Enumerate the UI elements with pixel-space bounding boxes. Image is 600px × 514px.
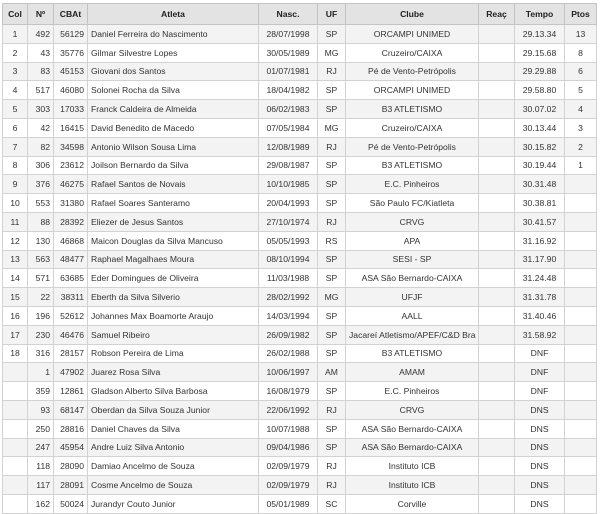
cell-ptos [565,344,597,363]
cell-reac [479,212,515,231]
results-table [2,3,597,514]
cell-nasc: 09/04/1986 [259,438,318,457]
cell-cbat: 45954 [54,438,88,457]
cell-tempo: 30.31.48 [515,175,565,194]
cell-ptos: 5 [565,81,597,100]
cell-bib: 22 [28,288,54,307]
cell-ptos [565,212,597,231]
cell-cbat: 63685 [54,269,88,288]
cell-atleta: Daniel Chaves da Silva [88,419,259,438]
cell-ptos [565,382,597,401]
cell-atleta: Giovani dos Santos [88,62,259,81]
cell-atleta: Cosme Ancelmo de Souza [88,476,259,495]
cell-bib: 82 [28,137,54,156]
cell-nasc: 27/10/1974 [259,212,318,231]
cell-bib: 230 [28,325,54,344]
cell-uf: SP [318,269,346,288]
cell-tempo: 30.19.44 [515,156,565,175]
cell-bib: 250 [28,419,54,438]
cell-clube: ASA São Bernardo-CAIXA [346,419,479,438]
cell-nasc: 02/09/1979 [259,457,318,476]
cell-clube: São Paulo FC/Kiatleta [346,194,479,213]
cell-cbat: 17033 [54,100,88,119]
cell-uf: AM [318,363,346,382]
cell-bib: 117 [28,476,54,495]
cell-ptos [565,231,597,250]
cell-nasc: 20/04/1993 [259,194,318,213]
cell-clube: CRVG [346,400,479,419]
cell-ptos [565,363,597,382]
cell-reac [479,344,515,363]
cell-nasc: 28/07/1998 [259,25,318,44]
table-row [3,419,597,438]
cell-ptos [565,400,597,419]
cell-ptos: 4 [565,100,597,119]
cell-clube: ORCAMPI UNIMED [346,25,479,44]
cell-ptos [565,457,597,476]
cell-clube: APA [346,231,479,250]
cell-nasc: 07/05/1984 [259,118,318,137]
cell-tempo: 31.58.92 [515,325,565,344]
table-row [3,344,597,363]
table-row [3,382,597,401]
results-body [3,25,597,514]
table-row [3,212,597,231]
cell-cbat: 28090 [54,457,88,476]
cell-tempo: DNS [515,419,565,438]
cell-bib: 492 [28,25,54,44]
cell-reac [479,43,515,62]
cell-col [3,419,28,438]
cell-cbat: 28816 [54,419,88,438]
table-row [3,269,597,288]
cell-bib: 93 [28,400,54,419]
cell-reac [479,382,515,401]
cell-reac [479,81,515,100]
cell-nasc: 10/10/1985 [259,175,318,194]
cell-nasc: 08/10/1994 [259,250,318,269]
cell-ptos [565,250,597,269]
cell-col: 8 [3,156,28,175]
cell-ptos [565,325,597,344]
cell-uf: RS [318,231,346,250]
cell-cbat: 12861 [54,382,88,401]
cell-cbat: 31380 [54,194,88,213]
cell-tempo: 31.16.92 [515,231,565,250]
cell-col [3,363,28,382]
cell-ptos: 8 [565,43,597,62]
cell-tempo: DNS [515,400,565,419]
cell-reac [479,25,515,44]
cell-nasc: 26/09/1982 [259,325,318,344]
cell-tempo: 30.15.82 [515,137,565,156]
cell-tempo: DNF [515,344,565,363]
table-row [3,325,597,344]
header-nasc: Nasc. [259,4,318,25]
cell-nasc: 11/03/1988 [259,269,318,288]
cell-uf: RJ [318,137,346,156]
cell-nasc: 10/06/1997 [259,363,318,382]
cell-bib: 517 [28,81,54,100]
cell-ptos [565,494,597,513]
cell-tempo: DNF [515,363,565,382]
cell-cbat: 46476 [54,325,88,344]
cell-cbat: 45153 [54,62,88,81]
cell-reac [479,118,515,137]
cell-col: 7 [3,137,28,156]
header-row [3,4,597,25]
cell-clube: Pé de Vento-Petrópolis [346,137,479,156]
table-row [3,400,597,419]
cell-col: 12 [3,231,28,250]
cell-ptos [565,194,597,213]
cell-col: 16 [3,306,28,325]
cell-nasc: 30/05/1989 [259,43,318,62]
cell-atleta: Eder Domingues de Oliveira [88,269,259,288]
cell-bib: 196 [28,306,54,325]
cell-clube: B3 ATLETISMO [346,100,479,119]
cell-uf: MG [318,118,346,137]
cell-uf: SP [318,194,346,213]
cell-atleta: Eberth da Silva Silverio [88,288,259,307]
header-tempo: Tempo [515,4,565,25]
cell-cbat: 28157 [54,344,88,363]
cell-tempo: 30.38.81 [515,194,565,213]
cell-bib: 162 [28,494,54,513]
cell-col [3,457,28,476]
cell-tempo: 29.13.34 [515,25,565,44]
cell-col: 10 [3,194,28,213]
cell-cbat: 48477 [54,250,88,269]
cell-atleta: Johannes Max Boamorte Araujo [88,306,259,325]
table-row [3,494,597,513]
cell-clube: B3 ATLETISMO [346,156,479,175]
cell-col: 13 [3,250,28,269]
cell-clube: AALL [346,306,479,325]
cell-tempo: 29.29.88 [515,62,565,81]
cell-reac [479,250,515,269]
cell-uf: RJ [318,457,346,476]
cell-tempo: 30.41.57 [515,212,565,231]
cell-bib: 130 [28,231,54,250]
cell-clube: AMAM [346,363,479,382]
cell-reac [479,62,515,81]
cell-atleta: Juarez Rosa Silva [88,363,259,382]
cell-bib: 303 [28,100,54,119]
cell-col: 18 [3,344,28,363]
table-row [3,156,597,175]
table-row [3,476,597,495]
cell-reac [479,269,515,288]
cell-col: 17 [3,325,28,344]
cell-cbat: 47902 [54,363,88,382]
cell-clube: Instituto ICB [346,457,479,476]
cell-clube: CRVG [346,212,479,231]
header-atleta: Atleta [88,4,259,25]
cell-clube: Cruzeiro/CAIXA [346,118,479,137]
cell-atleta: Jurandyr Couto Junior [88,494,259,513]
cell-bib: 316 [28,344,54,363]
cell-tempo: 31.17.90 [515,250,565,269]
cell-ptos [565,419,597,438]
cell-uf: SP [318,382,346,401]
cell-atleta: Robson Pereira de Lima [88,344,259,363]
cell-tempo: DNS [515,438,565,457]
cell-bib: 83 [28,62,54,81]
cell-clube: B3 ATLETISMO [346,344,479,363]
table-row [3,438,597,457]
cell-atleta: Antonio Wilson Sousa Lima [88,137,259,156]
cell-cbat: 38311 [54,288,88,307]
cell-reac [479,438,515,457]
header-bib: Nº [28,4,54,25]
cell-uf: SP [318,156,346,175]
header-clube: Clube [346,4,479,25]
cell-nasc: 28/02/1992 [259,288,318,307]
header-uf: UF [318,4,346,25]
table-row [3,250,597,269]
table-row [3,231,597,250]
cell-nasc: 05/05/1993 [259,231,318,250]
cell-cbat: 46080 [54,81,88,100]
table-row [3,363,597,382]
cell-uf: RJ [318,62,346,81]
cell-col: 4 [3,81,28,100]
cell-reac [479,231,515,250]
cell-cbat: 35776 [54,43,88,62]
cell-cbat: 23612 [54,156,88,175]
cell-nasc: 18/04/1982 [259,81,318,100]
cell-uf: SP [318,325,346,344]
cell-atleta: Gilmar Silvestre Lopes [88,43,259,62]
cell-reac [479,419,515,438]
cell-col: 15 [3,288,28,307]
cell-tempo: 31.40.46 [515,306,565,325]
table-row [3,62,597,81]
cell-clube: UFJF [346,288,479,307]
cell-cbat: 16415 [54,118,88,137]
cell-col [3,494,28,513]
cell-ptos: 6 [565,62,597,81]
cell-ptos [565,288,597,307]
cell-clube: SESI - SP [346,250,479,269]
cell-ptos: 2 [565,137,597,156]
cell-bib: 118 [28,457,54,476]
cell-clube: ASA São Bernardo-CAIXA [346,269,479,288]
cell-nasc: 01/07/1981 [259,62,318,81]
cell-atleta: Eliezer de Jesus Santos [88,212,259,231]
cell-nasc: 22/06/1992 [259,400,318,419]
cell-tempo: DNS [515,494,565,513]
cell-clube: E.C. Pinheiros [346,382,479,401]
cell-atleta: Damiao Ancelmo de Souza [88,457,259,476]
cell-clube: ORCAMPI UNIMED [346,81,479,100]
cell-tempo: 29.15.68 [515,43,565,62]
cell-ptos [565,306,597,325]
cell-uf: RJ [318,400,346,419]
cell-reac [479,457,515,476]
cell-col [3,476,28,495]
cell-clube: ASA São Bernardo-CAIXA [346,438,479,457]
cell-uf: SC [318,494,346,513]
cell-ptos: 13 [565,25,597,44]
cell-col [3,400,28,419]
cell-bib: 43 [28,43,54,62]
cell-atleta: Rafael Santos de Novais [88,175,259,194]
table-row [3,137,597,156]
cell-tempo: 30.07.02 [515,100,565,119]
cell-uf: RJ [318,212,346,231]
cell-nasc: 02/09/1979 [259,476,318,495]
table-row [3,288,597,307]
cell-clube: Corville [346,494,479,513]
header-reac: Reaç [479,4,515,25]
cell-atleta: Rafael Soares Santeramo [88,194,259,213]
cell-uf: SP [318,438,346,457]
cell-atleta: Raphael Magalhaes Moura [88,250,259,269]
cell-atleta: Maicon Douglas da Silva Mancuso [88,231,259,250]
cell-reac [479,194,515,213]
cell-bib: 306 [28,156,54,175]
cell-clube: Jacareí Atletismo/APEF/C&D Bra [346,325,479,344]
cell-reac [479,288,515,307]
cell-uf: SP [318,100,346,119]
cell-col: 1 [3,25,28,44]
cell-reac [479,325,515,344]
cell-atleta: Daniel Ferreira do Nascimento [88,25,259,44]
cell-uf: SP [318,250,346,269]
table-row [3,43,597,62]
cell-bib: 571 [28,269,54,288]
cell-atleta: Solonei Rocha da Silva [88,81,259,100]
cell-col [3,382,28,401]
cell-ptos: 1 [565,156,597,175]
cell-ptos [565,269,597,288]
table-row [3,100,597,119]
cell-cbat: 28392 [54,212,88,231]
cell-col: 3 [3,62,28,81]
cell-clube: Cruzeiro/CAIXA [346,43,479,62]
cell-atleta: Franck Caldeira de Almeida [88,100,259,119]
cell-col: 6 [3,118,28,137]
cell-col: 9 [3,175,28,194]
cell-reac [479,100,515,119]
cell-ptos [565,438,597,457]
cell-col: 14 [3,269,28,288]
cell-nasc: 26/02/1988 [259,344,318,363]
cell-atleta: Andre Luiz Silva Antonio [88,438,259,457]
cell-nasc: 10/07/1988 [259,419,318,438]
cell-cbat: 56129 [54,25,88,44]
cell-clube: Instituto ICB [346,476,479,495]
table-row [3,118,597,137]
cell-col: 2 [3,43,28,62]
cell-nasc: 14/03/1994 [259,306,318,325]
cell-bib: 247 [28,438,54,457]
table-row [3,175,597,194]
cell-bib: 359 [28,382,54,401]
cell-atleta: Joilson Bernardo da Silva [88,156,259,175]
cell-clube: E.C. Pinheiros [346,175,479,194]
cell-col: 11 [3,212,28,231]
cell-uf: SP [318,419,346,438]
cell-atleta: David Benedito de Macedo [88,118,259,137]
cell-cbat: 46868 [54,231,88,250]
cell-bib: 563 [28,250,54,269]
cell-nasc: 05/01/1989 [259,494,318,513]
cell-cbat: 50024 [54,494,88,513]
cell-atleta: Samuel Ribeiro [88,325,259,344]
cell-cbat: 68147 [54,400,88,419]
cell-bib: 88 [28,212,54,231]
cell-reac [479,156,515,175]
header-col: Col [3,4,28,25]
cell-uf: SP [318,81,346,100]
cell-uf: RJ [318,476,346,495]
cell-atleta: Gladson Alberto Silva Barbosa [88,382,259,401]
cell-nasc: 29/08/1987 [259,156,318,175]
table-row [3,25,597,44]
table-row [3,194,597,213]
header-cbat: CBAt [54,4,88,25]
cell-nasc: 16/08/1979 [259,382,318,401]
cell-ptos [565,476,597,495]
cell-ptos [565,175,597,194]
cell-reac [479,306,515,325]
table-row [3,457,597,476]
cell-reac [479,175,515,194]
cell-cbat: 28091 [54,476,88,495]
cell-cbat: 46275 [54,175,88,194]
cell-ptos: 3 [565,118,597,137]
cell-tempo: DNS [515,457,565,476]
cell-atleta: Oberdan da Silva Souza Junior [88,400,259,419]
cell-bib: 553 [28,194,54,213]
cell-clube: Pé de Vento-Petrópolis [346,62,479,81]
cell-cbat: 34598 [54,137,88,156]
cell-bib: 42 [28,118,54,137]
cell-reac [479,494,515,513]
cell-uf: SP [318,25,346,44]
cell-reac [479,476,515,495]
cell-col [3,438,28,457]
cell-uf: SP [318,344,346,363]
table-row [3,81,597,100]
cell-cbat: 52612 [54,306,88,325]
cell-reac [479,400,515,419]
cell-tempo: 31.24.48 [515,269,565,288]
cell-reac [479,363,515,382]
header-ptos: Ptos [565,4,597,25]
cell-tempo: DNF [515,382,565,401]
cell-tempo: 29.58.80 [515,81,565,100]
cell-uf: SP [318,175,346,194]
cell-uf: MG [318,288,346,307]
cell-reac [479,137,515,156]
cell-tempo: DNS [515,476,565,495]
cell-tempo: 31.31.78 [515,288,565,307]
cell-bib: 1 [28,363,54,382]
cell-nasc: 06/02/1983 [259,100,318,119]
cell-uf: SP [318,306,346,325]
cell-uf: MG [318,43,346,62]
cell-col: 5 [3,100,28,119]
cell-bib: 376 [28,175,54,194]
table-row [3,306,597,325]
cell-nasc: 12/08/1989 [259,137,318,156]
cell-tempo: 30.13.44 [515,118,565,137]
